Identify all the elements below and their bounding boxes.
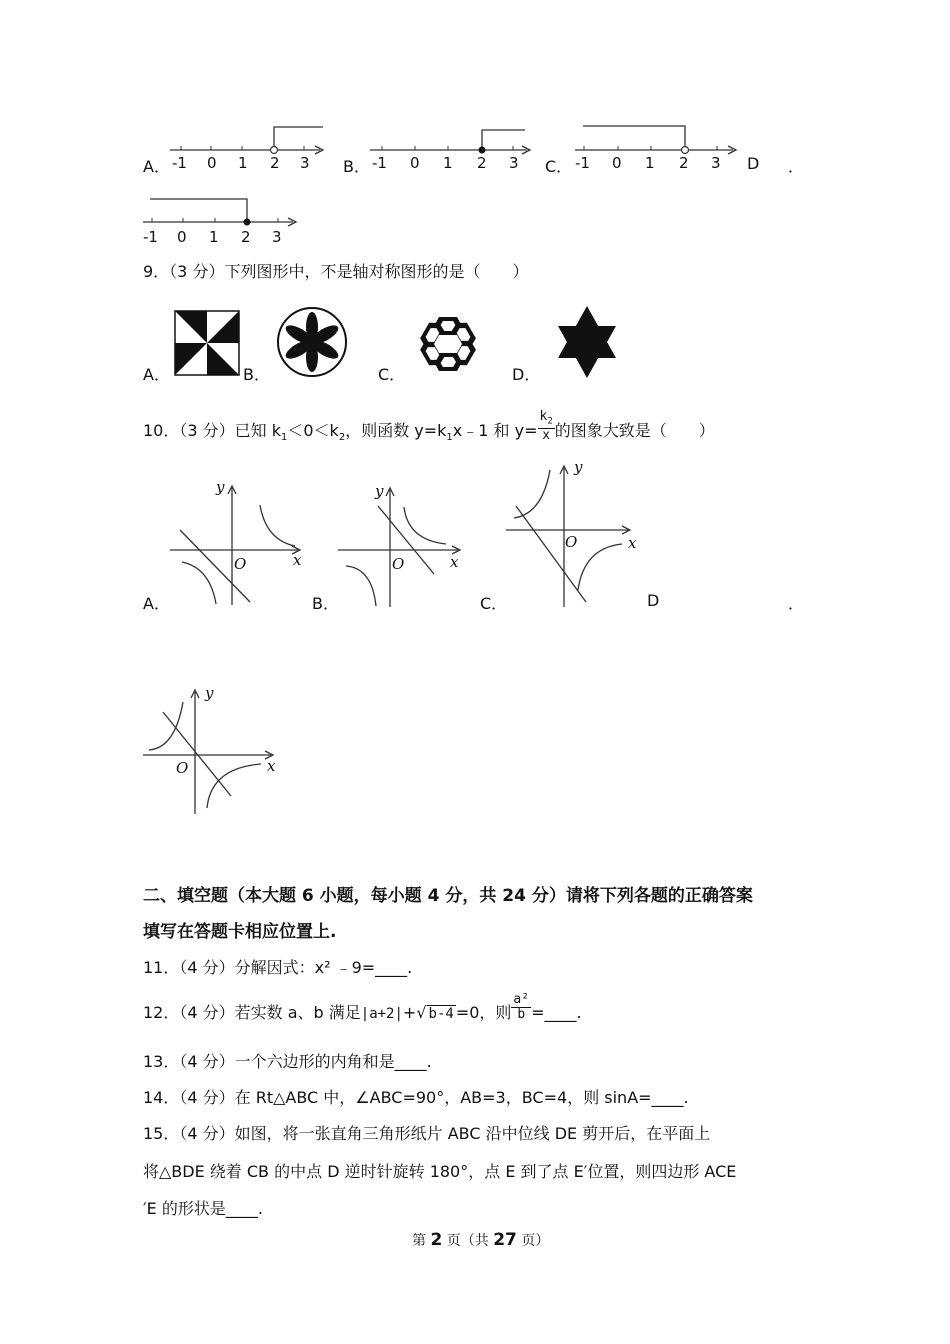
q9-option-d-star-figure <box>552 304 622 380</box>
q10-option-d-label: D <box>647 591 660 610</box>
q8-option-d-dot: ． <box>788 157 805 176</box>
q8-option-c-label: C． <box>545 157 573 176</box>
q10-option-d-graph <box>143 688 283 818</box>
q10-b-origin-label: O <box>392 555 405 573</box>
q9-option-b-flower-figure <box>275 305 349 379</box>
q15-question-line3: ′E 的形状是____. <box>143 1199 263 1218</box>
page-number: 2 <box>430 1230 443 1250</box>
q9-option-a-label: A． <box>143 365 170 384</box>
q15-question-line1: 15．（4 分）如图，将一张直角三角形纸片 ABC 沿中位线 DE 剪开后，在平面上 <box>143 1124 711 1143</box>
q10-c-y-label: y <box>574 458 583 476</box>
q10-d-origin-label: O <box>176 759 189 777</box>
q10-a-x-label: x <box>293 551 302 569</box>
q11-question-text: 11．（4 分）分解因式：x² ﹣9=____. <box>143 958 413 977</box>
q8-option-d-numberline <box>143 192 303 232</box>
q9-option-c-label: C． <box>378 365 406 384</box>
q10-a-origin-label: O <box>234 555 247 573</box>
q14-question-text: 14．（4 分）在 Rt△ABC 中，∠ABC=90°，AB=3，BC=4，则 sinA=____. <box>143 1088 689 1107</box>
q9-question-text: 9．（3 分）下列图形中，不是轴对称图形的是（ ） <box>143 262 529 281</box>
q12-question-text: 12．（4 分）若实数 a、b 满足|a+2|+√ b-4 =0，则 $\frac{\text{a²}}{b}$ =____. <box>143 992 582 1022</box>
q9-option-b-label: B． <box>243 365 270 384</box>
q9-option-a-pinwheel-figure <box>175 311 241 377</box>
q10-d-x-label: x <box>267 757 276 775</box>
q10-option-a-graph <box>170 480 310 610</box>
q8-option-b-label: B． <box>343 157 370 176</box>
q8-option-d-label: D <box>747 154 760 173</box>
q12-fraction: $\frac{\text{a²}}{b}$ <box>513 992 530 1022</box>
q15-question-line2: 将△BDE 绕着 CB 的中点 D 逆时针旋转 180°，点 E 到了点 E′位置，则四边形 ACE <box>143 1162 737 1181</box>
q10-option-c-label: C． <box>480 594 508 613</box>
q10-b-y-label: y <box>375 482 384 500</box>
q10-c-origin-label: O <box>565 533 578 551</box>
section-2-heading-line2: 填写在答题卡相应位置上. <box>143 922 337 942</box>
q9-option-c-hexagon-figure <box>410 311 486 377</box>
q10-option-b-graph <box>338 482 478 610</box>
q9-option-d-label: D． <box>512 365 541 384</box>
q8-option-a-label: A． <box>143 157 170 176</box>
q10-a-y-label: y <box>216 478 225 496</box>
q10-fraction: $\frac{k_2}{x}$ <box>539 408 553 444</box>
q10-option-b-label: B． <box>312 594 339 613</box>
q10-option-d-dot: ． <box>788 594 805 613</box>
q10-c-x-label: x <box>628 534 637 552</box>
q10-d-y-label: y <box>205 684 214 702</box>
q10-question-text: 10．（3 分）已知 $k_1<0<k_2$，则函数 $y=k_1x﹣1$ 和 y= $\frac{k_2}{x}$ 的图象大致是（ ） <box>143 408 715 444</box>
section-2-heading-line1: 二、填空题（本大题 6 小题，每小题 4 分，共 24 分）请将下列各题的正确答案 <box>143 886 753 906</box>
page-total: 27 <box>493 1230 517 1250</box>
q10-option-a-label: A． <box>143 594 170 613</box>
q13-question-text: 13．（4 分）一个六边形的内角和是____. <box>143 1052 432 1071</box>
page-footer: 第 2 页（共 27 页） <box>412 1230 550 1250</box>
q10-b-x-label: x <box>450 553 459 571</box>
